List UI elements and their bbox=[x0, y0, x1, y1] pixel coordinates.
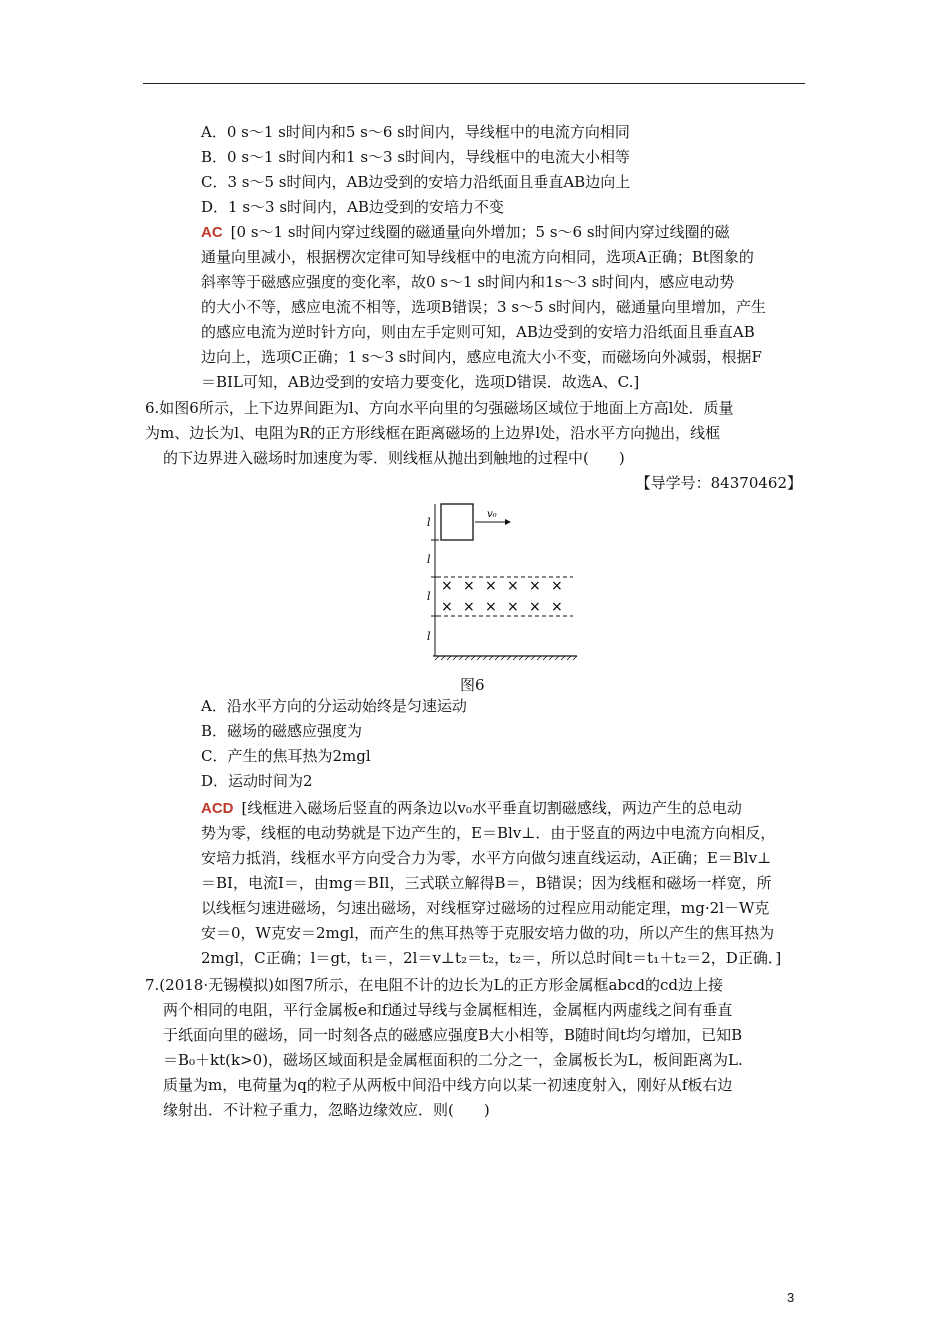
q6-option-a: A．沿水平方向的分运动始终是匀速运动 bbox=[201, 697, 467, 715]
q7-stem-line: 缘射出．不计粒子重力，忽略边缘效应．则( ) bbox=[163, 1101, 490, 1119]
length-label: l bbox=[427, 630, 431, 643]
q5-explanation-line: 的感应电流为逆时针方向，则由左手定则可知，AB边受到的安培力沿纸面且垂直AB bbox=[201, 323, 755, 341]
q5-option-d: D．1 s～3 s时间内，AB边受到的安培力不变 bbox=[201, 198, 504, 216]
square-frame bbox=[441, 504, 473, 540]
q6-stem-line: 6.如图6所示，上下边界间距为l、方向水平向里的匀强磁场区域位于地面上方高l处．质量 bbox=[145, 399, 734, 417]
q6-stem-line: 为m、边长为l、电阻为R的正方形线框在距离磁场的上边界l处，沿水平方向抛出，线框 bbox=[145, 424, 721, 442]
q6-option-b: B．磁场的磁感应强度为 bbox=[201, 722, 363, 740]
length-label: l bbox=[427, 553, 431, 566]
q6-explanation-line: 势为零，线框的电动势就是下边产生的，E＝Blv⊥．由于竖直的两边中电流方向相反， bbox=[201, 824, 776, 842]
header-rule bbox=[143, 83, 805, 84]
figure-caption: 图6 bbox=[460, 676, 485, 694]
length-label: l bbox=[427, 516, 431, 529]
svg-text:×: × bbox=[529, 599, 541, 615]
svg-text:×: × bbox=[507, 578, 519, 594]
q6-explanation-line: 以线框匀速进磁场，匀速出磁场，对线框穿过磁场的过程应用动能定理，mg·2l－W克 bbox=[201, 899, 770, 917]
page-number: 3 bbox=[787, 1290, 795, 1305]
velocity-label: v₀ bbox=[487, 509, 497, 520]
q6-explanation-line: 安＝0，W克安＝2mgl，而产生的焦耳热等于克服安培力做的功，所以产生的焦耳热为 bbox=[201, 924, 775, 942]
q6-explanation-line: ACD [线框进入磁场后竖直的两条边以v₀水平垂直切割磁感线，两边产生的总电动 bbox=[201, 799, 742, 817]
length-label: l bbox=[427, 590, 431, 603]
svg-text:×: × bbox=[441, 578, 453, 594]
svg-text:×: × bbox=[529, 578, 541, 594]
q6-explanation-line: ＝BI，电流I＝，由mg＝BIl，三式联立解得B＝，B错误；因为线框和磁场一样宽，所 bbox=[201, 874, 772, 892]
q5-explanation-line: ＝BIL可知，AB边受到的安培力要变化，选项D错误．故选A、C.] bbox=[201, 373, 640, 391]
svg-text:×: × bbox=[485, 599, 497, 615]
field-crosses bbox=[441, 578, 563, 615]
q7-stem-line: 质量为m，电荷量为q的粒子从两板中间沿中线方向以某一初速度射入，刚好从f板右边 bbox=[163, 1076, 733, 1094]
q5-explanation-line: 的大小不等，感应电流不相等，选项B错误；3 s～5 s时间内，磁通量向里增加，产生 bbox=[201, 298, 767, 316]
q5-explanation-line: 斜率等于磁感应强度的变化率，故0 s～1 s时间内和1s～3 s时间内，感应电动势 bbox=[201, 273, 735, 291]
q5-explanation-line: 边向上，选项C正确；1 s～3 s时间内，感应电流大小不变，而磁场向外减弱，根据F bbox=[201, 348, 762, 366]
svg-text:×: × bbox=[441, 599, 453, 615]
q5-explanation-line: AC [0 s～1 s时间内穿过线圈的磁通量向外增加；5 s～6 s时间内穿过线圈的磁 bbox=[201, 223, 730, 241]
svg-text:×: × bbox=[551, 599, 563, 615]
q5-answer: AC bbox=[201, 224, 223, 241]
q6-option-c: C．产生的焦耳热为2mgl bbox=[201, 747, 371, 765]
svg-text:×: × bbox=[485, 578, 497, 594]
q6-option-d: D．运动时间为2 bbox=[201, 772, 313, 790]
svg-text:×: × bbox=[463, 599, 475, 615]
svg-text:×: × bbox=[551, 578, 563, 594]
q7-stem-line: 于纸面向里的磁场，同一时刻各点的磁感应强度B大小相等，B随时间t均匀增加，已知B bbox=[163, 1026, 743, 1044]
q6-stem-line: 的下边界进入磁场时加速度为零．则线框从抛出到触地的过程中( ) bbox=[163, 449, 625, 467]
svg-text:×: × bbox=[507, 599, 519, 615]
q5-explanation-line: 通量向里减小，根据楞次定律可知导线框中的电流方向相同，选项A正确；Bt图象的 bbox=[201, 248, 754, 266]
q6-answer: ACD bbox=[201, 800, 234, 817]
q7-stem-line: 7.(2018·无锡模拟)如图7所示，在电阻不计的边长为L的正方形金属框abcd的cd边上接 bbox=[145, 976, 724, 994]
guide-number: 【导学号：84370462】 bbox=[635, 474, 802, 492]
q7-stem-line: 两个相同的电阻，平行金属板e和f通过导线与金属框相连，金属框内两虚线之间有垂直 bbox=[163, 1001, 733, 1019]
q5-option-b: B．0 s～1 s时间内和1 s～3 s时间内，导线框中的电流大小相等 bbox=[201, 148, 631, 166]
figure-6-diagram bbox=[425, 500, 585, 670]
svg-text:×: × bbox=[463, 578, 475, 594]
velocity-arrowhead bbox=[505, 519, 511, 525]
q7-stem-line: ＝B₀＋kt(k>0)，磁场区域面积是金属框面积的二分之一，金属板长为L，板间距离为L. bbox=[163, 1051, 743, 1069]
q6-explanation-line: 2mgl，C正确；l＝gt，t₁＝，2l＝v⊥t₂＝t₂，t₂＝，所以总时间t＝t₁＋t₂＝2，D正确．] bbox=[201, 949, 782, 967]
q6-explanation-line: 安培力抵消，线框水平方向受合力为零，水平方向做匀速直线运动，A正确；E＝Blv⊥ bbox=[201, 849, 772, 867]
q5-option-c: C．3 s～5 s时间内，AB边受到的安培力沿纸面且垂直AB边向上 bbox=[201, 173, 631, 191]
q5-option-a: A．0 s～1 s时间内和5 s～6 s时间内，导线框中的电流方向相同 bbox=[201, 123, 630, 141]
